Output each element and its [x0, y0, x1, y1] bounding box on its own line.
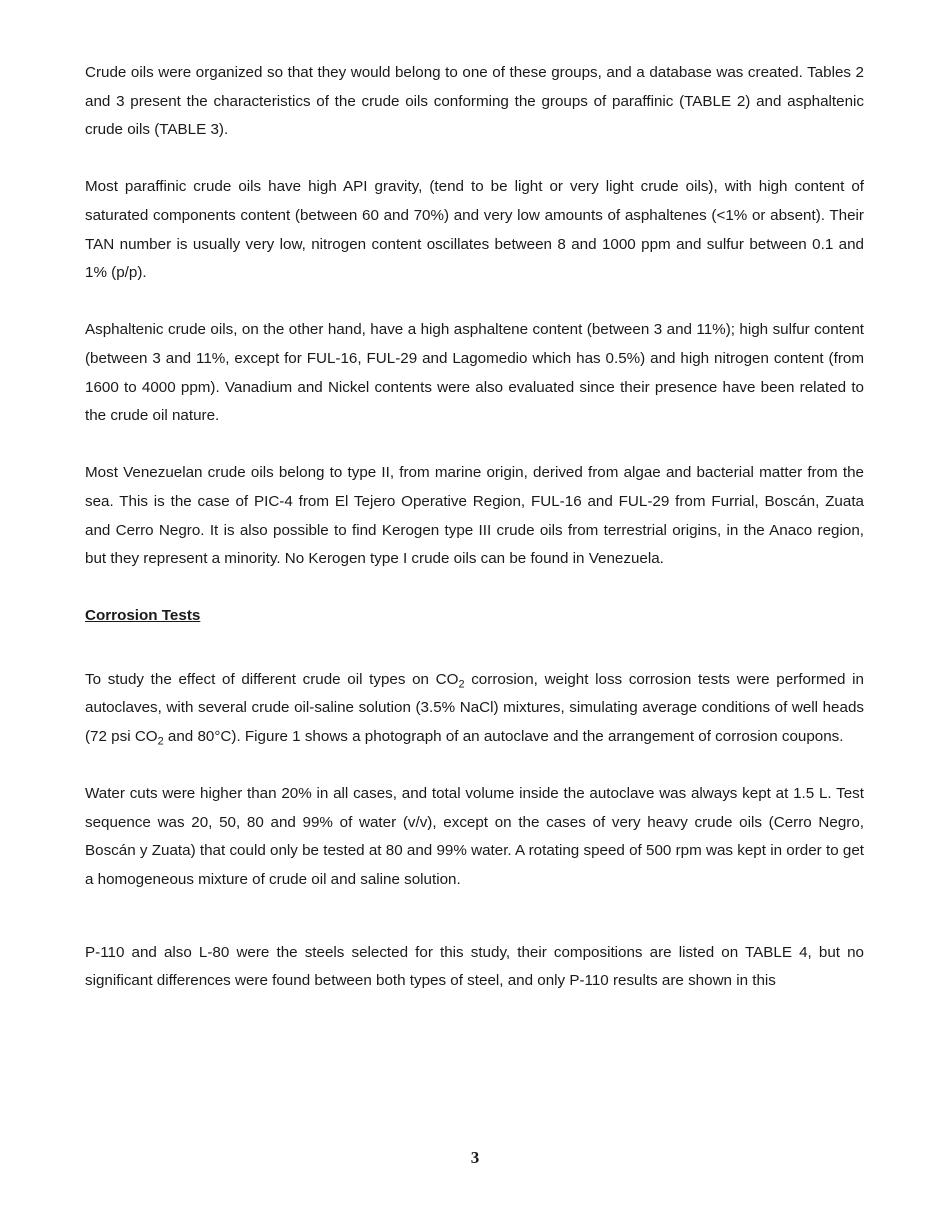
text-segment: and 80°C). Figure 1 shows a photograph of an autoclave and the arrangement of corrosion coupons. [163, 728, 844, 746]
co2-subscript: 2 [157, 735, 164, 748]
paragraph-asphaltenic-crude-oils: Asphaltenic crude oils, on the other hand, have a high asphaltene content (between 3 and 11%); high sulfur content (between 3 and 11%, except for FUL-16, FUL-29 and Lagomedio which has 0.5%) and high nitrogen content (from 1600 to 4000 ppm). Vanadium and Nickel contents were also evaluated since their presence have been related to the crude oil nature. [85, 321, 864, 425]
document-body [85, 59, 864, 996]
paragraph-crude-oil-groups: Crude oils were organized so that they would belong to one of these groups, and a database was created. Tables 2 and 3 present the characteristics of the crude oils conforming the groups of paraffinic (TABLE 2) and asphaltenic crude oils (TABLE 3). [85, 64, 864, 139]
paragraph-paraffinic-crude-oils: Most paraffinic crude oils have high API gravity, (tend to be light or very light crude oils), with high content of saturated components content (between 60 and 70%) and very low amounts of asphaltenes (<1% or absent). Their TAN number is usually very low, nitrogen content oscillates between 8 and 1000 ppm and sulfur between 0.1 and 1% (p/p). [85, 178, 864, 282]
page-number: 3 [470, 1148, 480, 1167]
paragraph-water-cuts: Water cuts were higher than 20% in all cases, and total volume inside the autoclave was always kept at 1.5 L. Test sequence was 20, 50, 80 and 99% of water (v/v), except on the cases of very heavy crude oils (Cerro Negro, Boscán y Zuata) that could only be tested at 80 and 99% water. A rotating speed of 500 rpm was kept in order to get a homogeneous mixture of crude oil and saline solution. [85, 785, 864, 889]
paragraph-venezuelan-crude-oils: Most Venezuelan crude oils belong to type II, from marine origin, derived from algae and bacterial matter from the sea. This is the case of PIC-4 from El Tejero Operative Region, FUL-16 and FUL-29 from Furrial, Boscán, Zuata and Cerro Negro. It is also possible to find Kerogen type III crude oils from terrestrial origins, in the Anaco region, but they represent a minority. No Kerogen type I crude oils can be found in Venezuela. [85, 464, 864, 568]
co2-subscript: 2 [458, 678, 465, 691]
text-segment: corrosion, weight loss corrosion tests were performed in autoclaves, with several crude oil-saline solution (3.5% NaCl) mixtures, simulating average conditions of well heads (72 psi [85, 670, 864, 746]
paragraph-corrosion-test-setup [85, 666, 864, 752]
section-heading-corrosion-tests: Corrosion Tests [85, 607, 201, 625]
paragraph-steel-selection: P-110 and also L-80 were the steels selected for this study, their compositions are listed on TABLE 4, but no significant differences were found between both types of steel, and only P-110 results are shown in this [85, 943, 864, 990]
co2-formula: CO [134, 728, 158, 746]
co2-formula: CO [435, 670, 459, 688]
text-segment: To study the effect of different crude oil types on [85, 670, 436, 688]
